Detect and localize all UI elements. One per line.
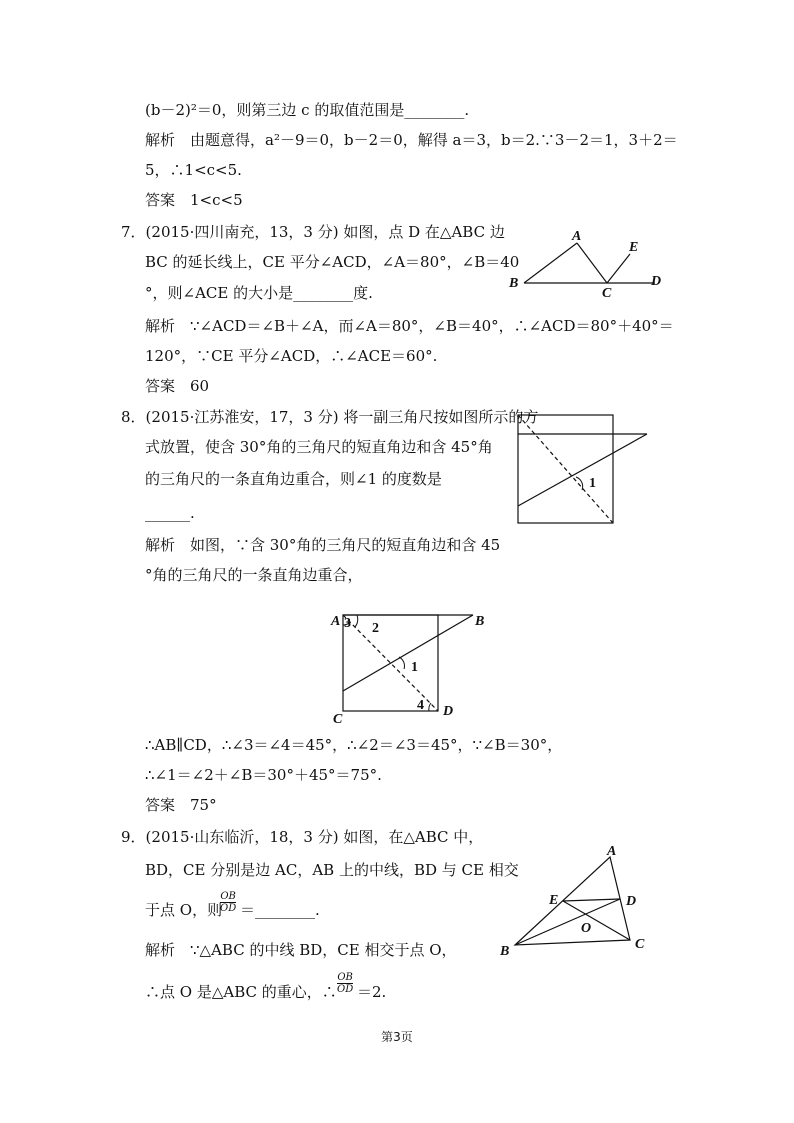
label-d: D [626,894,637,909]
p8-figure-large [325,605,500,730]
p7-figure [500,225,680,305]
p6-answer: 1<c<5 [190,191,243,209]
label-a: A [572,229,582,244]
p7-answer-label: 答案 [145,377,176,395]
p8-conclusion-line: ∴AB∥CD，∴∠3＝∠4＝45°，∴∠2＝∠3＝45°，∵∠B＝30°， [145,736,563,754]
p9-question-line: 于点 O，则 [145,901,223,919]
p7-question-line: BC 的延长线上，CE 平分∠ACD，∠A＝80°，∠B＝40 [145,253,520,271]
p7-question-line: 7．(2015·四川南充，13，3 分) 如图，点 D 在△ABC 边 [121,223,505,241]
label-b: B [509,276,519,291]
p8-figure-small [510,410,655,530]
label-c: C [602,286,612,301]
segment-ed [563,899,620,901]
edge-b-to-ac [343,615,473,691]
p7-question-line: °，则∠ACE 的大小是________度. [145,284,373,302]
label-d: D [443,704,454,719]
diagonal-dashed [518,415,613,523]
p6-answer-label: 答案 [145,191,176,209]
label-a: A [331,614,341,629]
angle-1-arc [399,657,404,669]
p6-analysis-line: 5，∴1<c<5. [145,161,242,179]
page-footer: 第3页 [381,1030,413,1044]
p8-question-line: ______. [145,504,195,522]
edge-b-to-side [518,434,647,506]
p9-fraction [220,891,236,914]
p8-analysis-line: 如图，∵含 30°角的三角尺的短直角边和含 45 [190,536,501,554]
angle-arc [576,477,583,490]
label-b: B [500,944,510,959]
label-o: O [581,921,592,936]
p9-question-line: BD，CE 分别是边 AC，AB 上的中线，BD 与 CE 相交 [145,861,519,879]
angle-3-label: 3 [344,616,351,631]
median-ce [563,901,630,940]
label-d: D [651,274,662,289]
p7-answer: 60 [190,377,210,395]
label-e: E [549,893,559,908]
fraction-denominator: OD [220,903,237,914]
p7-analysis-label: 解析 [145,317,176,335]
p7-analysis-line: ∵∠ACD＝∠B＋∠A，而∠A＝80°，∠B＝40°，∴∠ACD＝80°＋40°＝ [190,317,674,335]
p6-analysis-line: 由题意得，a²－9＝0，b－2＝0，解得 a＝3，b＝2.∵3－2＝1，3＋2＝ [190,131,678,149]
label-c: C [635,937,645,952]
angle-4-label: 4 [417,698,424,713]
fraction-denominator: OD [337,984,354,995]
p8-conclusion-line: ∴∠1＝∠2＋∠B＝30°＋45°＝75°. [145,766,382,784]
label-a: A [607,845,617,859]
fraction-numerator: OB [220,891,236,902]
p8-analysis-label: 解析 [145,536,176,554]
p9-question-line: 9．(2015·山东临沂，18，3 分) 如图，在△ABC 中， [121,828,484,846]
label-c: C [333,712,343,727]
p8-analysis-line: °角的三角尺的一条直角边重合， [145,566,363,584]
angle-1-label: 1 [411,660,418,675]
label-b: B [475,614,485,629]
p8-answer: 75° [190,796,217,814]
fraction-numerator: OB [337,972,353,983]
p8-answer-label: 答案 [145,796,176,814]
angle-4-arc [429,703,431,711]
p9-analysis-fraction [337,972,353,995]
line-ba [524,243,577,283]
angle-2-arc [355,615,358,627]
p9-analysis-line: ∵△ABC 的中线 BD，CE 相交于点 O， [190,941,457,959]
p9-question-line: ＝________. [240,901,320,919]
p8-question-line: 式放置，使含 30°角的三角尺的短直角边和含 45°角 [145,438,493,456]
p8-question-line: 8．(2015·江苏淮安，17，3 分) 将一副三角尺按如图所示的方 [121,408,539,426]
p8-question-line: 的三角尺的一条直角边重合，则∠1 的度数是 [145,470,442,488]
line-ac [577,243,607,283]
line-ce [607,254,630,283]
p9-analysis-line: ∴点 O 是△ABC 的重心，∴ [145,983,337,1001]
p9-analysis-label: 解析 [145,941,176,959]
p9-figure [495,845,660,960]
label-e: E [629,240,639,255]
p6-analysis-label: 解析 [145,131,176,149]
angle-1-label: 1 [589,476,596,491]
angle-2-label: 2 [372,621,379,636]
p6-question-line: (b－2)²＝0，则第三边 c 的取值范围是________. [145,101,470,119]
p9-analysis-line: ＝2. [357,983,387,1001]
median-bd [515,899,620,945]
p7-analysis-line: 120°，∵CE 平分∠ACD，∴∠ACE＝60°. [145,347,438,365]
